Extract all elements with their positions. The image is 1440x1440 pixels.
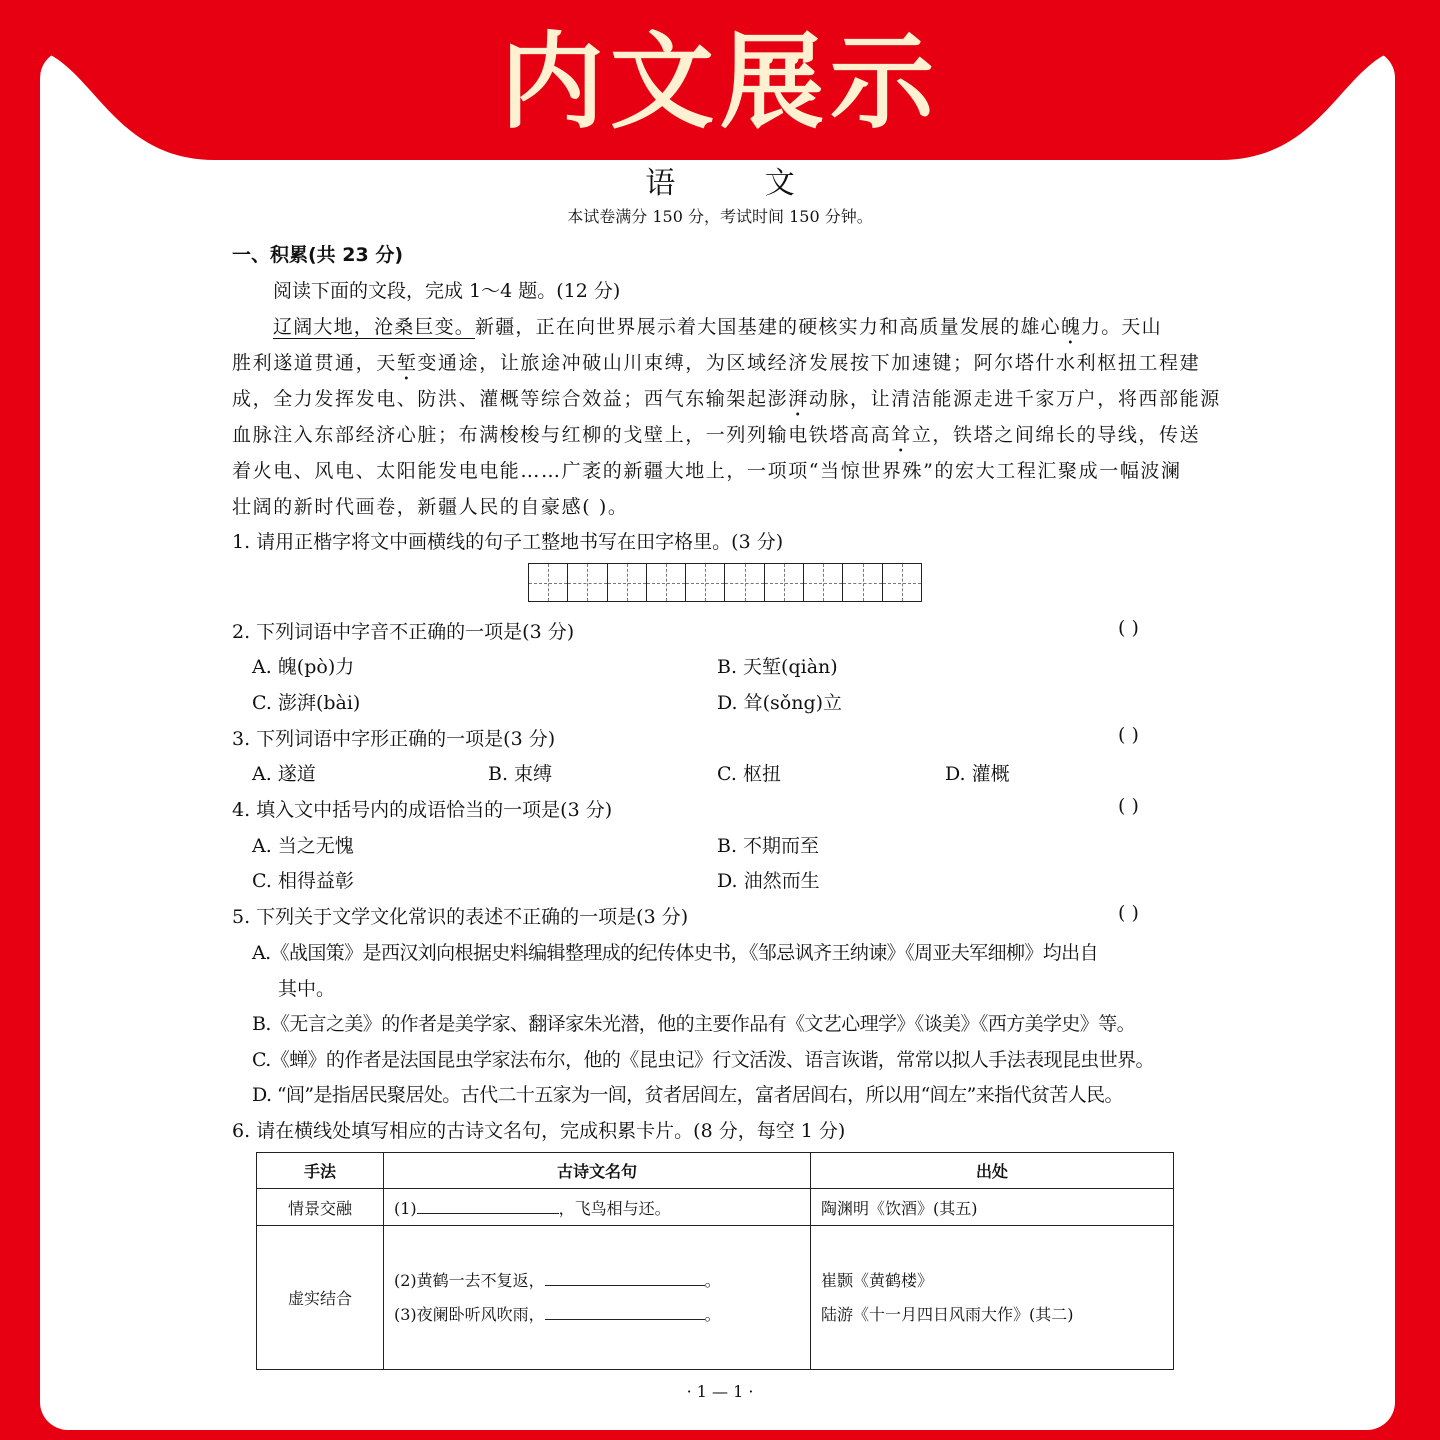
passage-line-6: 壮阔的新时代画卷，新疆人民的自豪感( )。	[232, 496, 629, 518]
question-4: 4. 填入文中括号内的成语恰当的一项是(3 分)	[232, 799, 613, 821]
passage-text: 立，铁塔之间绵长的导线，传送	[911, 424, 1201, 446]
answer-paren: ( )	[1118, 795, 1139, 817]
q2-option-b: B. 天堑(qiàn)	[717, 656, 838, 678]
q2-option-d: D. 耸(sǒng)立	[717, 692, 843, 714]
passage-line-5: 着火电、风电、太阳能发电电能……广袤的新疆大地上，一项项“当惊世界殊”的宏大工程汇聚成一幅波澜	[232, 460, 1182, 482]
answer-paren: ( )	[1118, 724, 1139, 746]
q5-option-c: C.《蝉》的作者是法国昆虫学家法布尔，他的《昆虫记》行文活泼、语言诙谐，常常以拟人手法表现昆虫世界。	[252, 1049, 1154, 1071]
accumulation-card-table	[256, 1152, 1174, 1370]
q3-option-b: B. 束缚	[488, 763, 553, 785]
table-header: 手法	[257, 1153, 384, 1189]
table-header: 古诗文名句	[384, 1153, 811, 1189]
question-3: 3. 下列词语中字形正确的一项是(3 分)	[232, 728, 556, 750]
q2-option-a: A. 魄(pò)力	[252, 656, 355, 678]
passage-text: 动脉，让清洁能源走进千家万户，将西部能源	[808, 388, 1221, 410]
q3-option-c: C. 枢扭	[717, 763, 781, 785]
fill-blank[interactable]	[417, 1197, 559, 1214]
q5-option-a-cont: 其中。	[278, 978, 336, 1000]
answer-paren: ( )	[1118, 617, 1139, 639]
source-cell	[811, 1226, 1174, 1370]
source-cell: 陶渊明《饮酒》(其五)	[811, 1189, 1174, 1226]
passage-line-1	[273, 312, 1162, 349]
verse-cell	[384, 1226, 811, 1370]
q2-option-c: C. 澎湃(bài)	[252, 692, 361, 714]
passage-text: 胜利遂道贯通，天	[232, 352, 397, 374]
source-line: 陆游《十一月四日风雨大作》(其二)	[821, 1304, 1074, 1324]
table-row	[257, 1226, 1174, 1370]
banner-title: 内文展示	[499, 21, 940, 143]
item-number: (1)	[394, 1198, 417, 1218]
method-cell: 情景交融	[257, 1189, 384, 1226]
page-title: 语 文	[645, 166, 835, 201]
question-1: 1. 请用正楷字将文中画横线的句子工整地书写在田字格里。(3 分)	[232, 531, 784, 553]
verse-text: (3)夜阑卧听风吹雨，	[394, 1304, 545, 1324]
dotted-char: 魄	[1060, 316, 1082, 338]
verse-text: ，飞鸟相与还。	[558, 1198, 671, 1218]
q3-option-d: D. 灌概	[945, 763, 1010, 785]
reading-intro: 阅读下面的文段，完成 1～4 题。(12 分)	[273, 280, 621, 302]
passage-text: 澎	[767, 388, 789, 410]
passage-text: 血脉注入东部经济心脏；布满梭梭与红柳的戈壁上，一列列输电铁塔高高	[232, 424, 892, 446]
q5-option-a: A.《战国策》是西汉刘向根据史料编辑整理成的纪传体史书，《邹忌讽齐王纳谏》《周亚夫军细柳》均出自	[252, 942, 1098, 964]
q4-option-d: D. 油然而生	[717, 870, 820, 892]
q4-option-a: A. 当之无愧	[252, 835, 354, 857]
dotted-char: 堑	[396, 352, 418, 374]
verse-text: 。	[704, 1304, 721, 1324]
fill-blank[interactable]	[545, 1303, 705, 1320]
passage-line-2	[232, 348, 1200, 385]
passage-text: 变通途，让旅途冲破山川束缚，为区域经济发展按下加速键；阿尔塔什水利枢扭工程建	[417, 352, 1201, 374]
exam-info: 本试卷满分 150 分，考试时间 150 分钟。	[567, 207, 873, 226]
table-header: 出处	[811, 1153, 1174, 1189]
dotted-char: 耸	[891, 424, 912, 446]
method-cell: 虚实结合	[257, 1226, 384, 1370]
writing-grid[interactable]	[528, 563, 922, 602]
verse-text: 。	[704, 1270, 721, 1290]
section-heading: 一、积累(共 23 分)	[232, 244, 404, 266]
passage-line-3	[232, 384, 1221, 421]
q5-option-d: D. “闾”是指居民聚居处。古代二十五家为一闾，贫者居闾左，富者居闾右，所以用“闾左”来指代贫苦人民。	[252, 1084, 1123, 1106]
q5-option-b: B.《无言之美》的作者是美学家、翻译家朱光潜，他的主要作品有《文艺心理学》《谈美》《西方美学史》等。	[252, 1013, 1136, 1035]
answer-paren: ( )	[1118, 902, 1139, 924]
dotted-char: 湃	[788, 388, 809, 410]
q4-option-b: B. 不期而至	[717, 835, 820, 857]
underlined-sentence: 辽阔大地，沧桑巨变。	[273, 316, 476, 338]
verse-cell	[384, 1189, 811, 1226]
passage-text: 新疆，正在向世界展示着大国基建的硬核实力和高质量发展的雄心	[475, 316, 1061, 338]
q4-option-c: C. 相得益彰	[252, 870, 354, 892]
question-5: 5. 下列关于文学文化常识的表述不正确的一项是(3 分)	[232, 906, 689, 928]
question-6: 6. 请在横线处填写相应的古诗文名句，完成积累卡片。(8 分，每空 1 分)	[232, 1120, 846, 1142]
fill-blank[interactable]	[545, 1269, 705, 1286]
q3-option-a: A. 遂道	[252, 763, 316, 785]
passage-line-4	[232, 420, 1200, 457]
passage-text: 成，全力发挥发电、防洪、灌概等综合效益；西气东输架起	[232, 388, 768, 410]
page-number: · 1 — 1 ·	[686, 1382, 754, 1401]
passage-text: 力。天山	[1081, 316, 1162, 338]
source-line: 崔颢《黄鹤楼》	[821, 1270, 934, 1290]
question-2: 2. 下列词语中字音不正确的一项是(3 分)	[232, 621, 575, 643]
table-row	[257, 1189, 1174, 1226]
verse-text: (2)黄鹤一去不复返，	[394, 1270, 545, 1290]
